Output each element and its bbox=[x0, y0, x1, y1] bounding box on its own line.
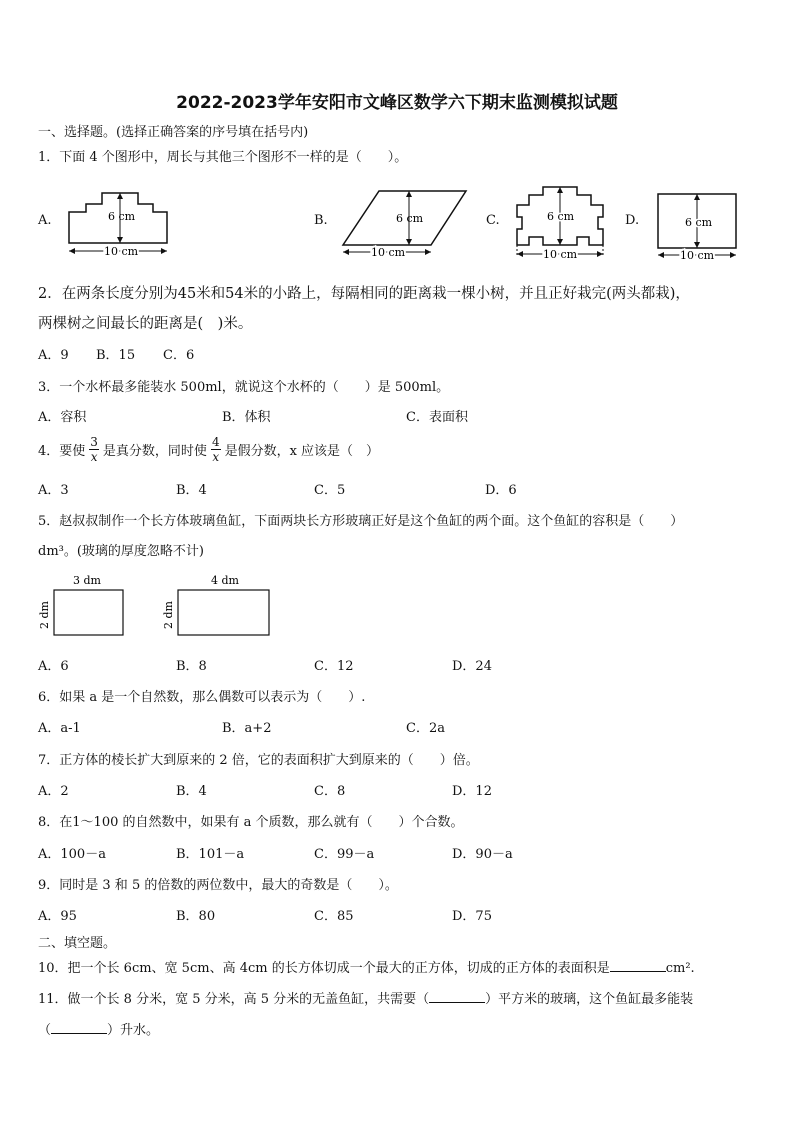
q8-option-b: B．101－a bbox=[176, 847, 245, 862]
dim-width-a: 10 cm bbox=[104, 245, 139, 258]
q2-option-b: B．15 bbox=[96, 348, 136, 363]
q4-option-c: C．5 bbox=[314, 483, 346, 498]
question-11-line2 bbox=[38, 1019, 159, 1038]
page-title: 2022-2023学年安阳市文峰区数学六下期末监测模拟试题 bbox=[176, 93, 618, 113]
q9-option-a: A．95 bbox=[38, 909, 77, 924]
section-fill-heading: 二、填空题。 bbox=[38, 936, 117, 951]
q1-option-b-label: B. bbox=[314, 213, 328, 228]
q6-option-b: B．a+2 bbox=[222, 721, 272, 736]
question-6-text: 6．如果 a 是一个自然数，那么偶数可以表示为（ ）. bbox=[38, 690, 366, 705]
q4-option-d: D．6 bbox=[485, 483, 517, 498]
rect1-width-label: 3 dm bbox=[73, 574, 101, 587]
dim-height-b: 6 cm bbox=[396, 212, 424, 225]
q2-option-a: A．9 bbox=[38, 348, 69, 363]
q4-suffix: 是假分数，x 应该是（ ） bbox=[224, 444, 380, 459]
dim-height-a: 6 cm bbox=[108, 210, 136, 223]
dim-height-d: 6 cm bbox=[685, 216, 713, 229]
q4-middle: 是真分数，同时使 bbox=[102, 444, 207, 459]
question-10-text bbox=[38, 957, 695, 976]
q1-option-c-label: C. bbox=[486, 213, 500, 228]
q11-line2-prefix: （ bbox=[38, 1023, 52, 1038]
q11-answer-blank-1[interactable] bbox=[429, 990, 485, 1003]
question-3-text: 3．一个水杯最多能装水 500ml，就说这个水杯的（ ）是 500ml。 bbox=[38, 380, 450, 395]
rect1-height-label: 2 dm bbox=[38, 601, 51, 629]
question-2-line2: 两棵树之间最长的距离是( )米。 bbox=[38, 316, 253, 332]
q8-option-d: D．90－a bbox=[452, 847, 513, 862]
q11-answer-blank-2[interactable] bbox=[51, 1021, 107, 1034]
q7-option-d: D．12 bbox=[452, 784, 492, 799]
q5-rectangle-3x2 bbox=[36, 572, 136, 640]
q5-rectangle-4x2 bbox=[156, 572, 276, 640]
question-4-text bbox=[38, 436, 379, 463]
q3-option-c: C．表面积 bbox=[406, 410, 468, 425]
q2-option-c: C．6 bbox=[163, 348, 195, 363]
question-11-line1 bbox=[38, 988, 693, 1007]
q7-option-c: C．8 bbox=[314, 784, 346, 799]
q8-option-c: C．99－a bbox=[314, 847, 375, 862]
fraction-3-over-x: $\frac{3}{x}$ bbox=[90, 435, 98, 464]
q1-figure-b bbox=[336, 185, 471, 260]
rect2-height-label: 2 dm bbox=[162, 601, 175, 629]
section-choice-heading: 一、选择题。(选择正确答案的序号填在括号内) bbox=[38, 125, 309, 140]
question-8-text: 8．在1～100 的自然数中，如果有 a 个质数，那么就有（ ）个合数。 bbox=[38, 815, 464, 830]
q4-option-a: A．3 bbox=[38, 483, 69, 498]
question-5-line2: dm³。(玻璃的厚度忽略不计) bbox=[38, 544, 205, 559]
q9-option-b: B．80 bbox=[176, 909, 216, 924]
q10-unit: cm². bbox=[665, 961, 695, 976]
q6-option-c: C．2a bbox=[406, 721, 445, 736]
q9-option-d: D．75 bbox=[452, 909, 492, 924]
q8-option-a: A．100－a bbox=[38, 847, 106, 862]
dim-width-b: 10 cm bbox=[371, 246, 406, 259]
q11-prefix: 11．做一个长 8 分米，宽 5 分米，高 5 分米的无盖鱼缸，共需要（ bbox=[38, 992, 430, 1007]
q3-option-a: A．容积 bbox=[38, 410, 87, 425]
q5-option-b: B．8 bbox=[176, 659, 207, 674]
question-5-line1: 5．赵叔叔制作一个长方体玻璃鱼缸，下面两块长方形玻璃正好是这个鱼缸的两个面。这个鱼缸的容积是（ ） bbox=[38, 514, 684, 529]
q5-option-a: A．6 bbox=[38, 659, 69, 674]
q7-option-a: A．2 bbox=[38, 784, 69, 799]
dim-width-d: 10 cm bbox=[680, 249, 715, 262]
question-1-text: 1．下面 4 个图形中，周长与其他三个图形不一样的是（ ）。 bbox=[38, 150, 408, 165]
question-7-text: 7．正方体的棱长扩大到原来的 2 倍，它的表面积扩大到原来的（ ）倍。 bbox=[38, 753, 479, 768]
q1-option-a-label: A. bbox=[38, 213, 52, 228]
q6-option-a: A．a-1 bbox=[38, 721, 81, 736]
question-9-text: 9．同时是 3 和 5 的倍数的两位数中，最大的奇数是（ ）。 bbox=[38, 878, 398, 893]
q7-option-b: B．4 bbox=[176, 784, 207, 799]
fraction-4-over-x: $\frac{4}{x}$ bbox=[211, 435, 220, 464]
q1-option-d-label: D. bbox=[625, 213, 640, 228]
q4-option-b: B．4 bbox=[176, 483, 207, 498]
dim-width-c: 10 cm bbox=[543, 248, 578, 261]
q1-figure-d bbox=[650, 183, 750, 263]
q5-option-d: D．24 bbox=[452, 659, 492, 674]
q9-option-c: C．85 bbox=[314, 909, 354, 924]
q1-figure-c bbox=[505, 183, 617, 263]
q11-line2-suffix: ）升水。 bbox=[107, 1023, 160, 1038]
q3-option-b: B．体积 bbox=[222, 410, 271, 425]
dim-height-c: 6 cm bbox=[547, 210, 575, 223]
rect2-width-label: 4 dm bbox=[211, 574, 239, 587]
q10-prefix: 10．把一个长 6cm、宽 5cm、高 4cm 的长方体切成一个最大的正方体，切成的正方体的表面积是 bbox=[38, 961, 610, 976]
q5-option-c: C．12 bbox=[314, 659, 354, 674]
question-2-line1: 2．在两条长度分别为45米和54米的小路上，每隔相同的距离栽一棵小树，并且正好栽完(两头都栽)， bbox=[38, 286, 690, 302]
q4-prefix: 4．要使 bbox=[38, 444, 86, 459]
q10-answer-blank[interactable] bbox=[610, 959, 666, 972]
q1-figure-a bbox=[64, 185, 174, 260]
q11-middle: ）平方米的玻璃，这个鱼缸最多能装 bbox=[485, 992, 694, 1007]
